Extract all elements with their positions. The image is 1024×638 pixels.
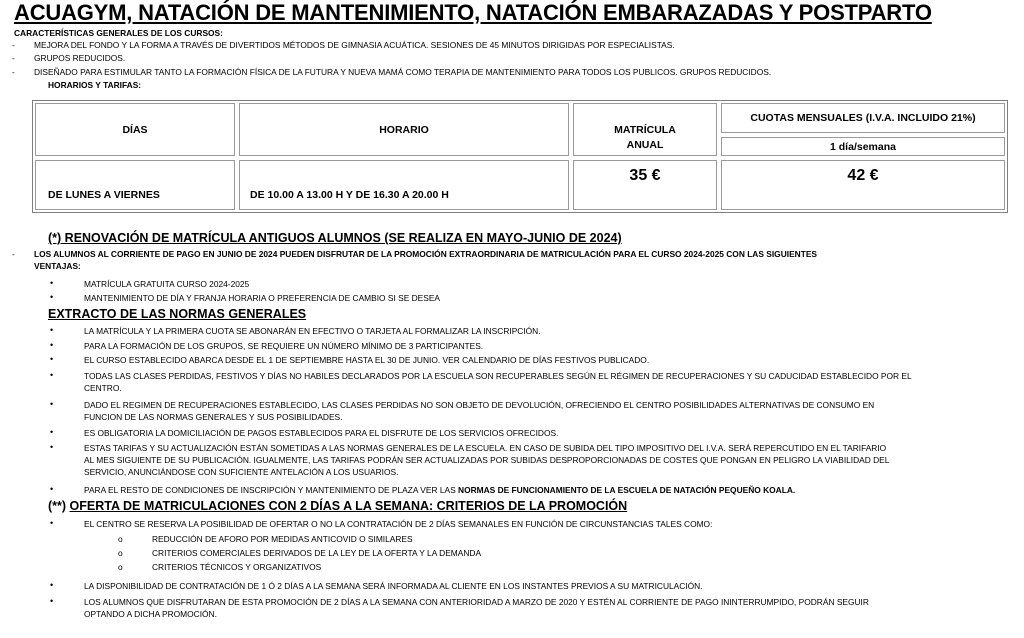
oferta-sub-item: CRITERIOS COMERCIALES DERIVADOS DE LA LEY DE LA OFERTA Y LA DEMANDA bbox=[152, 548, 482, 558]
bullet-marker: • bbox=[50, 340, 54, 350]
oferta-item: EL CENTRO SE RESERVA LA POSIBILIDAD DE OFERTAR O NO LA CONTRATACIÓN DE 2 DÍAS SEMANALES EN FUNCIÓN DE CIRCUNSTANCIAS TALES COMO: bbox=[84, 519, 713, 529]
caracteristica-item: DISEÑADO PARA ESTIMULAR TANTO LA FORMACIÓN FÍSICA DE LA FUTURA Y NUEVA MAMÁ COMO TERAPIA DE MANTENIMIENTO PARA TODOS LOS PUBLICOS. GRUPOS REDUCIDOS. bbox=[34, 67, 772, 77]
dash-marker: - bbox=[12, 67, 15, 77]
bullet-marker: • bbox=[50, 596, 54, 606]
normas-link-text: NORMAS DE FUNCIONAMIENTO DE LA ESCUELA DE NATACIÓN PEQUEÑO KOALA. bbox=[458, 485, 796, 495]
bullet-marker: • bbox=[50, 580, 54, 590]
norma-line: TODAS LAS CLASES PERDIDAS, FESTIVOS Y DÍAS NO HABILES DECLARADOS POR LA ESCUELA SON RECUPERABLES SEGÚN EL RÉGIMEN DE RECUPERACIONES Y SU CADUCIDAD ESTABLECIDO POR EL bbox=[84, 371, 912, 381]
renovacion-item: MANTENIMIENTO DE DÍA Y FRANJA HORARIA O PREFERENCIA DE CAMBIO SI SE DESEA bbox=[84, 293, 441, 303]
renovacion-intro: LOS ALUMNOS AL CORRIENTE DE PAGO EN JUNIO DE 2024 PUEDEN DISFRUTAR DE LA PROMOCIÓN EXTRAORDINARIA DE MATRICULACIÓN PARA EL CURSO 2024-2025 CON LAS SIGUIENTES bbox=[34, 249, 817, 259]
norma-line: FUNCION DE LAS NORMAS GENERALES Y SUS POSIBILIDADES. bbox=[84, 412, 343, 422]
oferta-heading-prefix: (**) bbox=[48, 499, 70, 513]
normas-heading: EXTRACTO DE LAS NORMAS GENERALES bbox=[48, 307, 307, 321]
caracteristicas-heading: CARACTERÍSTICAS GENERALES DE LOS CURSOS: bbox=[14, 28, 223, 38]
sub-marker: o bbox=[118, 562, 123, 572]
oferta-item: LA DISPONIBILIDAD DE CONTRATACIÓN DE 1 Ó 2 DÍAS A LA SEMANA SERÁ INFORMADA AL CLIENTE EN LOS INSTANTES PREVIOS A SU MATRICULACIÓN. bbox=[84, 581, 703, 591]
bullet-marker: • bbox=[50, 518, 54, 528]
header-subcuota: 1 día/semana bbox=[721, 137, 1005, 156]
norma-line: CENTRO. bbox=[84, 383, 122, 393]
sub-marker: o bbox=[118, 534, 123, 544]
header-matricula-line2: ANUAL bbox=[626, 139, 664, 151]
oferta-heading bbox=[48, 499, 627, 513]
bullet-marker: • bbox=[50, 292, 54, 302]
bullet-marker: • bbox=[50, 325, 54, 335]
norma-line-text: PARA EL RESTO DE CONDICIONES DE INSCRIPCIÓN Y MANTENIMIENTO DE PLAZA VER LAS bbox=[84, 485, 456, 495]
bullet-marker: • bbox=[50, 427, 54, 437]
row-horario: DE 10.00 A 13.00 H Y DE 16.30 A 20.00 H bbox=[239, 160, 569, 210]
oferta-sub-item: REDUCCIÓN DE AFORO POR MEDIDAS ANTICOVID O SIMILARES bbox=[152, 534, 413, 544]
norma-line: DADO EL REGIMEN DE RECUPERACIONES ESTABLECIDO, LAS CLASES PERDIDAS NO SON OBJETO DE DEVOLUCIÓN, OFRECIENDO EL CENTRO POSIBILIDADES ALTERNATIVAS DE CONSUMO EN bbox=[84, 400, 875, 410]
renovacion-item: MATRÍCULA GRATUITA CURSO 2024-2025 bbox=[84, 279, 250, 289]
header-cuotas: CUOTAS MENSUALES (I.V.A. INCLUIDO 21%) bbox=[721, 103, 1005, 133]
dash-marker: - bbox=[12, 249, 15, 259]
bullet-marker: • bbox=[50, 442, 54, 452]
caracteristica-item: MEJORA DEL FONDO Y LA FORMA A TRAVÉS DE DIVERTIDOS MÉTODOS DE GIMNASIA ACUÁTICA. SESIONES DE 45 MINUTOS DIRIGIDAS POR ESPECIALISTAS. bbox=[34, 40, 675, 50]
bullet-marker: • bbox=[50, 278, 54, 288]
norma-line: AL MES SIGUIENTE DE SU PUBLICACIÓN. IGUALMENTE, LAS TARIFAS PODRÁN SER ACTUALIZADAS POR SUBIDAS DESPROPORCIONADAS DE COSTES QUE PONGAN EN PELIGRO LA VIABILIDAD DEL bbox=[84, 455, 890, 465]
oferta-item: OPTANDO A DICHA PROMOCIÓN. bbox=[84, 609, 217, 619]
norma-line: ESTAS TARIFAS Y SU ACTUALIZACIÓN ESTÁN SOMETIDAS A LAS NORMAS GENERALES DE LA ESCUELA. EN CASO DE SUBIDA DEL TIPO IMPOSITIVO DEL I.V.A. SERÁ REPERCUTIDO EN EL TARIFARIO bbox=[84, 443, 887, 453]
caracteristica-item: GRUPOS REDUCIDOS. bbox=[34, 53, 126, 63]
header-matricula-line1: MATRÍCULA bbox=[614, 124, 676, 136]
header-horario: HORARIO bbox=[239, 103, 569, 156]
bullet-marker: • bbox=[50, 484, 54, 494]
row-dias: DE LUNES A VIERNES bbox=[35, 160, 235, 210]
norma-line: SERVICIO, ANUNCIÁNDOSE CON SUFICIENTE ANTELACIÓN A LOS USUARIOS. bbox=[84, 467, 399, 477]
tarifas-table bbox=[32, 100, 1008, 213]
dash-marker: - bbox=[12, 40, 15, 50]
norma-line: ES OBLIGATORIA LA DOMICILIACIÓN DE PAGOS ESTABLECIDOS PARA EL DISFRUTE DE LOS SERVICIOS OFRECIDOS. bbox=[84, 428, 559, 438]
oferta-sub-item: CRITERIOS TÉCNICOS Y ORGANIZATIVOS bbox=[152, 562, 322, 572]
renovacion-heading: (*) RENOVACIÓN DE MATRÍCULA ANTIGUOS ALUMNOS (SE REALIZA EN MAYO-JUNIO DE 2024) bbox=[48, 231, 622, 245]
dash-marker: - bbox=[12, 53, 15, 63]
horarios-heading: HORARIOS Y TARIFAS: bbox=[48, 80, 142, 90]
norma-line: PARA LA FORMACIÓN DE LOS GRUPOS, SE REQUIERE UN NÚMERO MÍNIMO DE 3 PARTICIPANTES. bbox=[84, 341, 484, 351]
header-matricula bbox=[573, 103, 717, 156]
norma-line: EL CURSO ESTABLECIDO ABARCA DESDE EL 1 DE SEPTIEMBRE HASTA EL 30 DE JUNIO. VER CALENDARIO DE DÍAS FESTIVOS PUBLICADO. bbox=[84, 355, 650, 365]
oferta-item: LOS ALUMNOS QUE DISFRUTARAN DE ESTA PROMOCIÓN DE 2 DÍAS A LA SEMANA CON ANTERIORIDAD A MARZO DE 2020 Y ESTÉN AL CORRIENTE DE PAGO ININTERRUMPIDO, PODRÁN SEGUIR bbox=[84, 597, 869, 607]
bullet-marker: • bbox=[50, 370, 54, 380]
header-dias: DÍAS bbox=[35, 103, 235, 156]
page-title: ACUAGYM, NATACIÓN DE MANTENIMIENTO, NATACIÓN EMBARAZADAS Y POSTPARTO bbox=[14, 0, 932, 25]
row-matricula: 35 € bbox=[573, 160, 717, 210]
norma-line-last bbox=[84, 485, 795, 496]
bullet-marker: • bbox=[50, 399, 54, 409]
bullet-marker: • bbox=[50, 354, 54, 364]
oferta-heading-text: OFERTA DE MATRICULACIONES CON 2 DÍAS A LA SEMANA: CRITERIOS DE LA PROMOCIÓN bbox=[69, 499, 628, 513]
renovacion-intro-2: VENTAJAS: bbox=[34, 261, 81, 271]
norma-line: LA MATRÍCULA Y LA PRIMERA CUOTA SE ABONARÁN EN EFECTIVO O TARJETA AL FORMALIZAR LA INSCRIPCIÓN. bbox=[84, 326, 541, 336]
row-cuota: 42 € bbox=[721, 160, 1005, 210]
sub-marker: o bbox=[118, 548, 123, 558]
